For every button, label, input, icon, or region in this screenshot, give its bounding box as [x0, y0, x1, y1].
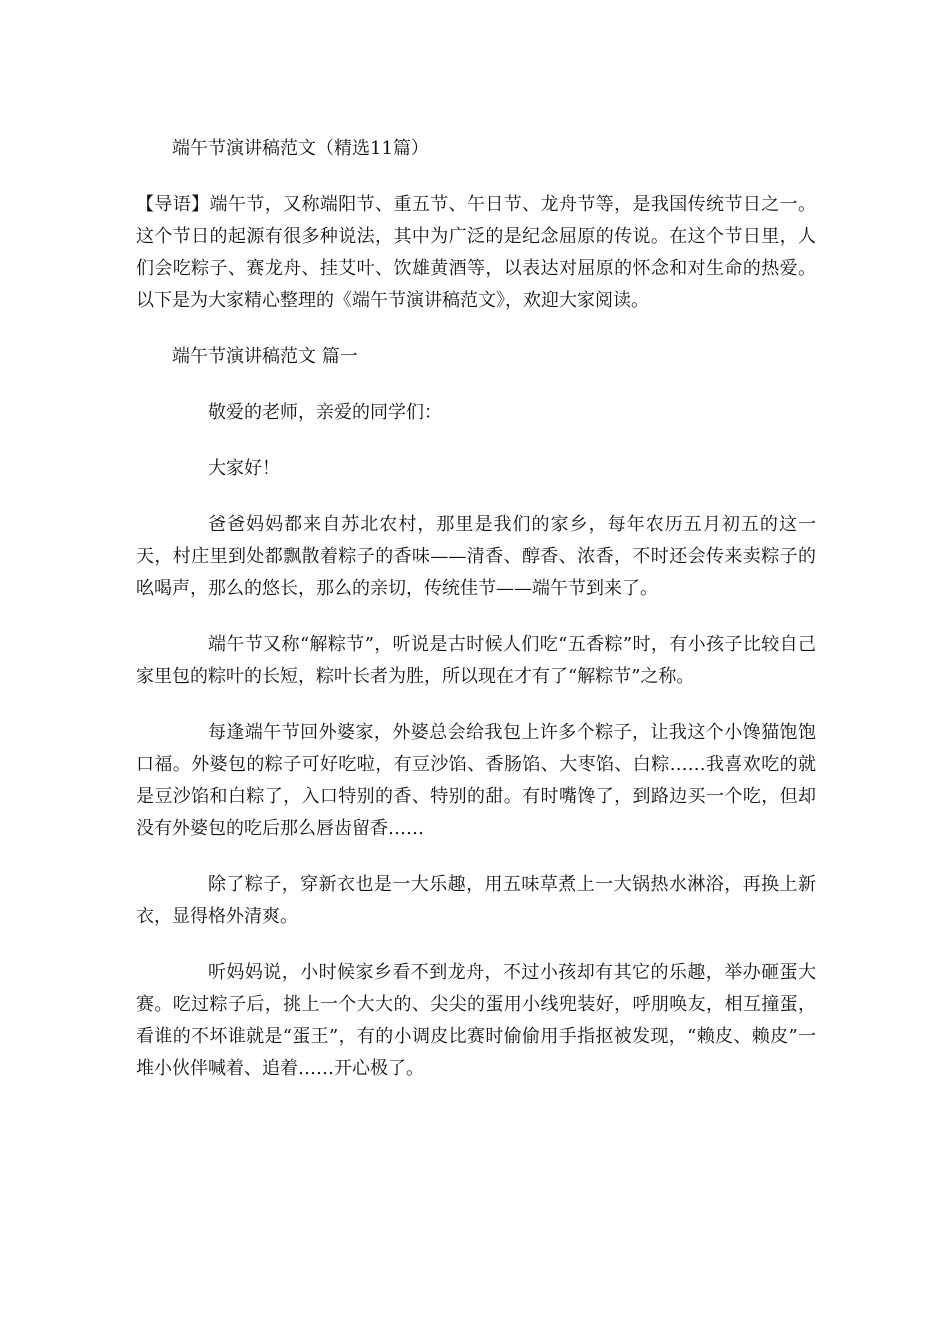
body-paragraph: 端午节又称“解粽节”，听说是古时候人们吃“五香粽”时，有小孩子比较自己家里包的粽叶的长短，粽叶长者为胜，所以现在才有了“解粽节”之称。 [136, 634, 816, 687]
body-paragraph: 听妈妈说，小时候家乡看不到龙舟，不过小孩却有其它的乐趣，举办砸蛋大赛。吃过粽子后，挑上一个大大的、尖尖的蛋用小线兜装好，呼朋唤友，相互撞蛋，看谁的不坏谁就是“蛋王”，有的小调皮比赛时偷偷用手指抠被发现，“赖皮、赖皮”一堆小伙伴喊着、追着……开心极了。 [136, 962, 816, 1079]
greeting: 大家好！ [208, 458, 280, 479]
body-paragraph: 除了粽子，穿新衣也是一大乐趣，用五味草煮上一大锅热水淋浴，再换上新衣，显得格外清爽。 [136, 874, 816, 927]
section-title: 端午节演讲稿范文 篇一 [172, 346, 358, 367]
document-title: 端午节演讲稿范文（精选11篇） [172, 138, 429, 159]
body-paragraph: 爸爸妈妈都来自苏北农村，那里是我们的家乡，每年农历五月初五的这一天，村庄里到处都飘散着粽子的香味——清香、醇香、浓香，不时还会传来卖粽子的吆喝声，那么的悠长，那么的亲切，传统佳节——端午节到来了。 [136, 514, 816, 599]
body-paragraph: 每逢端午节回外婆家，外婆总会给我包上许多个粽子，让我这个小馋猫饱饱口福。外婆包的粽子可好吃啦，有豆沙馅、香肠馅、大枣馅、白粽……我喜欢吃的就是豆沙馅和白粽了，入口特别的香、特别的甜。有时嘴馋了，到路边买一个吃，但却没有外婆包的吃后那么唇齿留香…… [136, 722, 816, 839]
document-body [136, 133, 816, 1109]
salutation: 敬爱的老师，亲爱的同学们： [208, 402, 442, 423]
intro-paragraph: 【导语】端午节，又称端阳节、重五节、午日节、龙舟节等，是我国传统节日之一。这个节日的起源有很多种说法，其中为广泛的是纪念屈原的传说。在这个节日里，人们会吃粽子、赛龙舟、挂艾叶、饮雄黄酒等，以表达对屈原的怀念和对生命的热爱。以下是为大家精心整理的《端午节演讲稿范文》，欢迎大家阅读。 [136, 194, 816, 311]
